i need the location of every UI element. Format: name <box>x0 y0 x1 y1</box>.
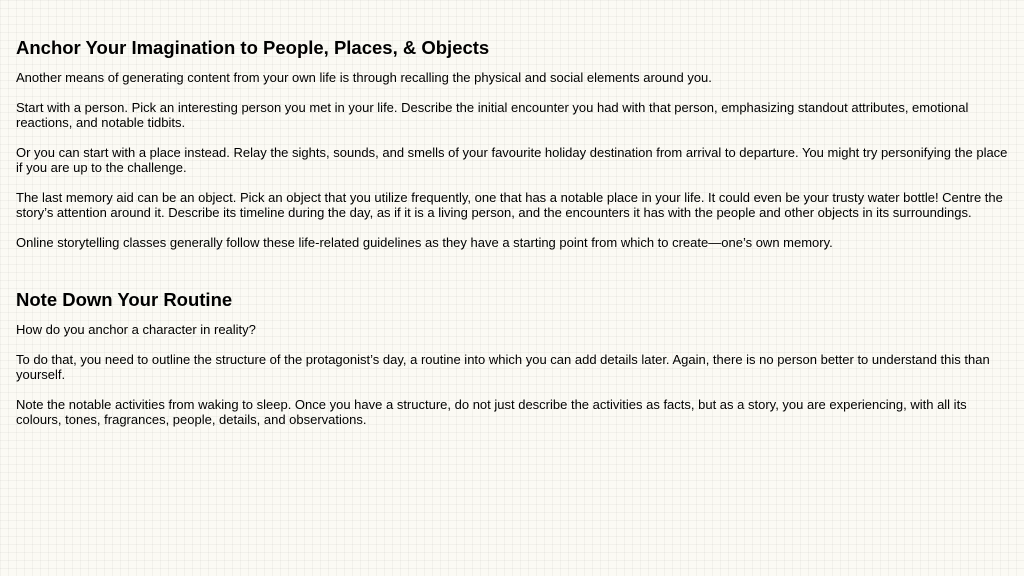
document-body <box>16 36 1012 442</box>
section-anchor-imagination <box>16 36 1012 250</box>
paragraph: Note the notable activities from waking to sleep. Once you have a structure, do not just describe the activities as facts, but as a story, you are experiencing, with all its colours, tones, fragrances, people, details, and observations. <box>16 397 967 427</box>
paragraph: The last memory aid can be an object. Pick an object that you utilize frequently, one that has a notable place in your life. It could even be your trusty water bottle! Centre the story’s attention around it. Describe its timeline during the day, as if it is a living person, and the encounters it has with the people and other objects in its surroundings. <box>16 190 1003 220</box>
paragraph: Online storytelling classes generally follow these life-related guidelines as they have a starting point from which to create—one’s own memory. <box>16 235 833 250</box>
section-heading: Note Down Your Routine <box>16 289 233 310</box>
paragraph: Or you can start with a place instead. Relay the sights, sounds, and smells of your favourite holiday destination from arrival to departure. You might try personifying the place if you are up to the challenge. <box>16 145 1008 175</box>
paragraph: To do that, you need to outline the structure of the protagonist’s day, a routine into which you can add details later. Again, there is no person better to understand this than yourself. <box>16 352 990 382</box>
paragraph: Another means of generating content from your own life is through recalling the physical and social elements around you. <box>16 70 712 85</box>
paragraph: How do you anchor a character in reality? <box>16 322 256 337</box>
section-note-routine <box>16 288 1012 427</box>
section-heading: Anchor Your Imagination to People, Places, & Objects <box>16 37 490 58</box>
paragraph: Start with a person. Pick an interesting person you met in your life. Describe the initial encounter you had with that person, emphasizing standout attributes, emotional reactions, and notable tidbits. <box>16 100 969 130</box>
